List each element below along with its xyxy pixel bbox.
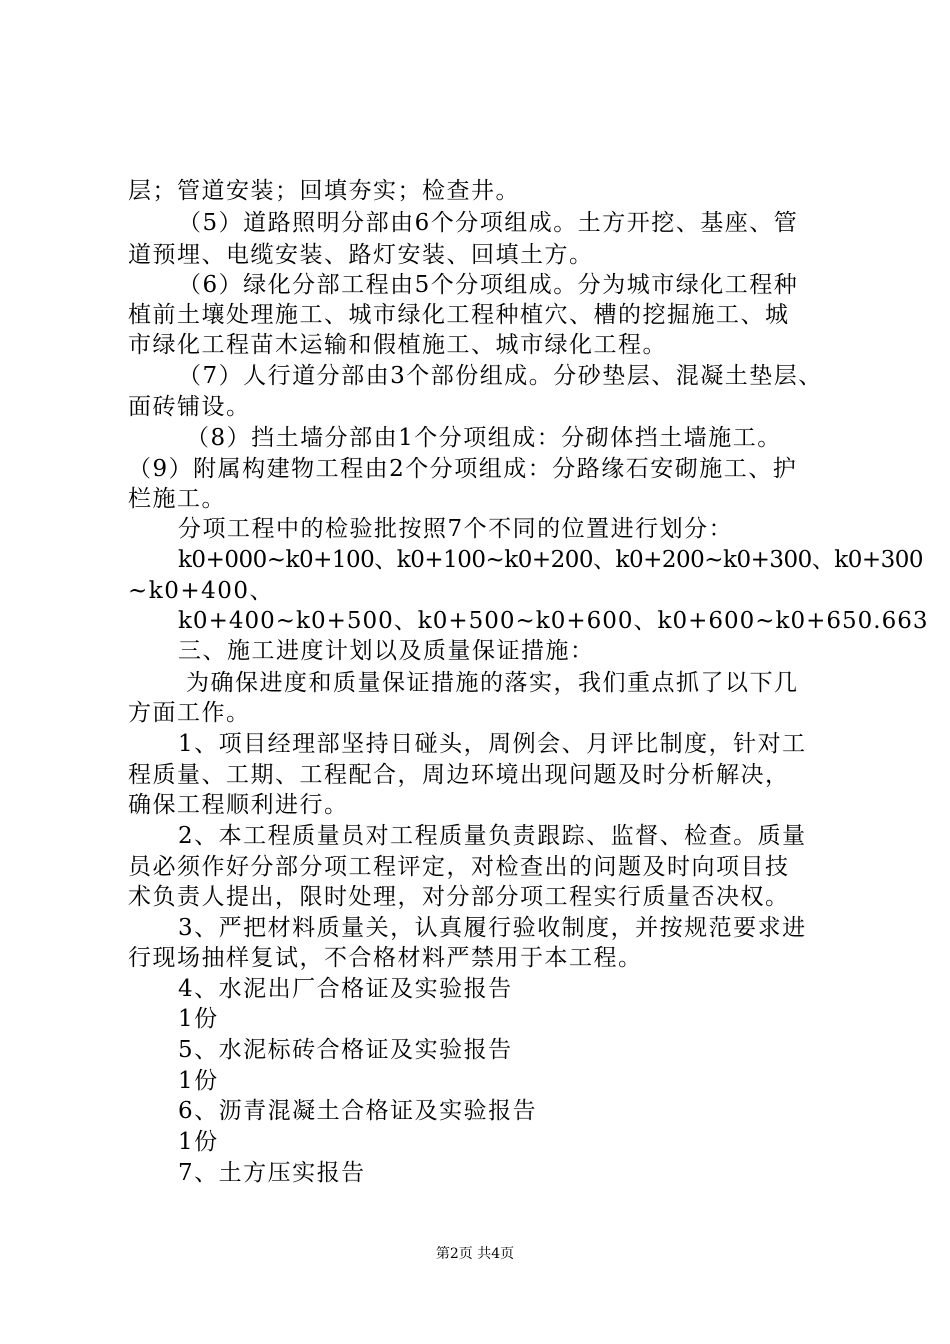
text-line: 确保工程顺利进行。 xyxy=(128,792,349,818)
page-footer: 第2页 共4页 xyxy=(435,1246,515,1262)
section-heading: 三、施工进度计划以及质量保证措施： xyxy=(178,638,595,664)
text-line: 市绿化工程苗木运输和假植施工、城市绿化工程。 xyxy=(128,332,667,358)
text-line: 1份 xyxy=(178,1068,219,1094)
text-line: k0+400~k0+500、k0+500~k0+600、k0+600~k0+650.663 xyxy=(178,608,929,634)
text-line: （6）绿化分部工程由5个分项组成。分为城市绿化工程种 xyxy=(178,272,799,298)
text-line: ~k0+400、 xyxy=(128,578,275,604)
text-line: 分项工程中的检验批按照7个不同的位置进行划分： xyxy=(178,516,734,542)
text-line: 1份 xyxy=(178,1006,219,1032)
text-line: （8）挡土墙分部由1个分项组成：分砌体挡土墙施工。 xyxy=(186,425,782,451)
text-line: （5）道路照明分部由6个分项组成。土方开挖、基座、管 xyxy=(178,210,799,236)
text-line: 栏施工。 xyxy=(128,486,226,512)
text-line: 1份 xyxy=(178,1129,219,1155)
text-line: 3、严把材料质量关，认真履行验收制度，并按规范要求进 xyxy=(178,915,807,941)
text-line: 5、水泥标砖合格证及实验报告 xyxy=(178,1037,513,1063)
text-line: 2、本工程质量员对工程质量负责跟踪、监督、检查。质量 xyxy=(178,823,807,849)
text-line: 道预埋、电缆安装、路灯安装、回填土方。 xyxy=(128,242,594,268)
text-line: k0+000~k0+100、k0+100~k0+200、k0+200~k0+300、k0+300 xyxy=(178,547,924,573)
text-line: 员必须作好分部分项工程评定，对检查出的问题及时向项目技 xyxy=(128,854,790,880)
text-line: 程质量、工期、工程配合，周边环境出现问题及时分析解决， xyxy=(128,762,790,788)
text-line: 7、土方压实报告 xyxy=(178,1160,366,1186)
text-line: 方面工作。 xyxy=(128,700,251,726)
text-line: 面砖铺设。 xyxy=(128,394,251,420)
text-line: 行现场抽样复试，不合格材料严禁用于本工程。 xyxy=(128,945,643,971)
text-line: 术负责人提出，限时处理，对分部分项工程实行质量否决权。 xyxy=(128,884,790,910)
text-line: 4、水泥出厂合格证及实验报告 xyxy=(178,976,513,1002)
text-line: 6、沥青混凝土合格证及实验报告 xyxy=(178,1098,538,1124)
text-line: （7）人行道分部由3个部份组成。分砂垫层、混凝土垫层、 xyxy=(178,363,823,389)
text-line: 为确保进度和质量保证措施的落实，我们重点抓了以下几 xyxy=(186,670,799,696)
text-line: 1、项目经理部坚持日碰头，周例会、月评比制度，针对工 xyxy=(178,731,807,757)
text-line: 植前土壤处理施工、城市绿化工程种植穴、槽的挖掘施工、城 xyxy=(128,302,790,328)
text-line: （9）附属构建物工程由2个分项组成：分路缘石安砌施工、护 xyxy=(128,456,798,482)
text-line: 层；管道安装；回填夯实；检查井。 xyxy=(128,178,520,204)
